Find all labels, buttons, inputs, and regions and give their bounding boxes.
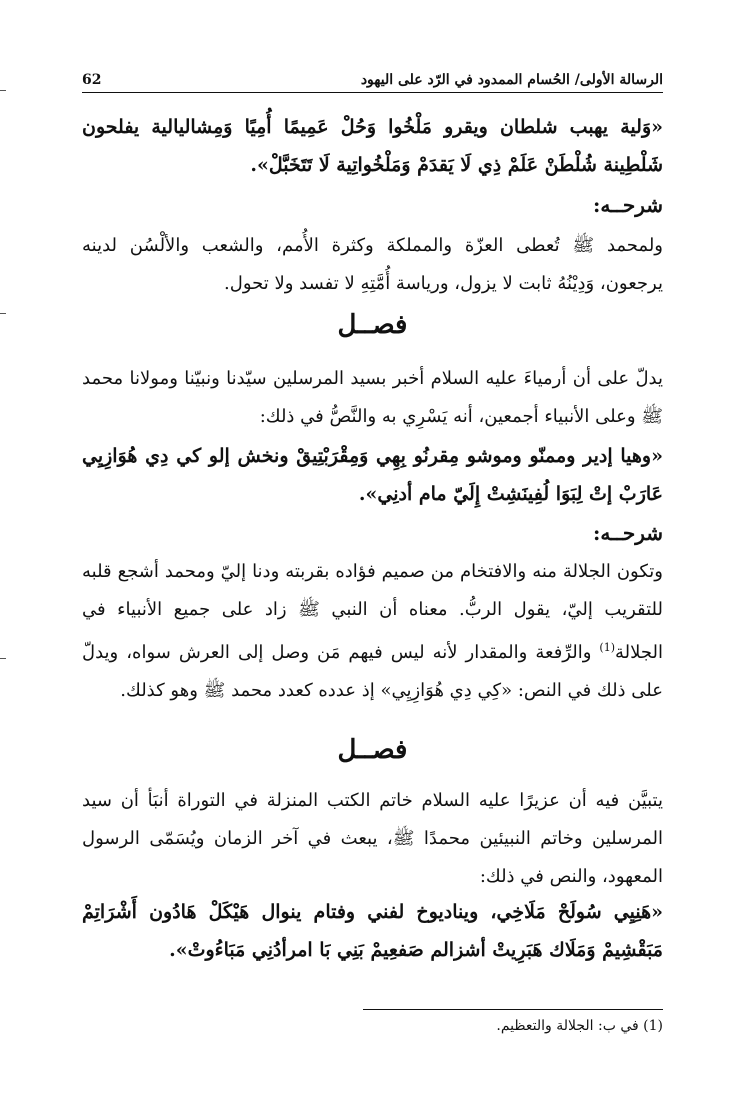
body-text: وتكون الجلالة منه والافتخام من صميم فؤاده بقربته ودنا إليّ ومحمد أشجع قلبه للتقريب إليّ، يقول الربُّ. معناه أن النبي ﷺ زاد على جميع الأنبياء في الجلالة [82, 561, 663, 663]
margin-mark [0, 313, 6, 314]
running-header [82, 62, 663, 88]
quote-paragraph: «وهيا إدير وممنّو وموشو مِقرنُو بِهِي وَمِقْرَبْتِيقْ ونخش إلو كي دِي هُوَازِيِي عَارَبْ إتْ لِبَوَا لُفِينَشِتْ إِلَيّ مام أدنِي». [82, 445, 663, 505]
commentary-label: شرحــه: [593, 521, 663, 545]
body-paragraph: يدلّ على أن أرمياءَ عليه السلام أخبر بسيد المرسلين سيّدنا ونبيّنا ومولانا محمد ﷺ وعلى الأنبياء أجمعين، أنه يَسْرِي به والنَّصُّ في ذلك: [82, 368, 663, 427]
margin-mark [0, 90, 6, 91]
header-rule [82, 92, 663, 93]
footnote-reference: (1) [599, 641, 616, 654]
body-paragraph: ولمحمد ﷺ تُعطى العزّة والمملكة وكثرة الأُمم، والشعب والألْسُن لدينه يرجعون، وَدِيْنُهُ ثابت لا يزول، ورياسة أُمَّتِهِ لا تفسد ولا تحول. [82, 235, 663, 294]
footnote-rule [363, 1009, 663, 1010]
section-heading: فصــل [337, 735, 408, 765]
header-title: الرسالة الأولى/ الحُسام الممدود في الرّد على اليهود [360, 72, 663, 88]
section-heading: فصــل [337, 310, 408, 340]
quote-paragraph: «هَنِيِي سُولَحْ مَلَاخِي، ويناديوخ لفني وفتام ينوال هَيْكَلْ هَادُون أَشْرَاتِمْ مَبَقْشِيمْ وَمَلَاك هَبَرِيتْ أشزالم صَفعِيمْ بَنِي بَا امرأدُنِي مَبَاءُوتْ». [82, 901, 663, 961]
quote-paragraph: «وَلية يهبب شلطان ويقرو مَلْخُوا وَحُلْ عَمِيمًا أُمِيًا وَمِشاليالية يفلحون شَلْطِينة شُلْطَنْ عَلَمْ ذِي لَا يَقدَمْ وَمَلْخُواتِية لَا تَتَخَبَّلْ». [82, 116, 663, 176]
body-text: والرِّفعة والمقدار لأنه ليس فيهم مَن وصل إلى العرش سواه، ويدلّ على ذلك في النص: «كِي دِي هُوَازِيِي» إذ عدده كعدد محمد ﷺ وهو كذلك. [82, 642, 663, 701]
commentary-label: شرحــه: [593, 193, 663, 217]
body-paragraph: يتبيَّن فيه أن عزيرًا عليه السلام خاتم الكتب المنزلة في التوراة أنبَأ أن سيد المرسلين وخاتم النبيئين محمدًا ﷺ، يبعث في آخر الزمان ويُسَمّى الرسول المعهود، والنص في ذلك: [82, 790, 663, 887]
footnote: (1) في ب: الجلالة والتعظيم. [496, 1018, 663, 1034]
body-paragraph [82, 553, 663, 710]
page-number: 62 [82, 72, 102, 88]
margin-mark [0, 658, 6, 659]
